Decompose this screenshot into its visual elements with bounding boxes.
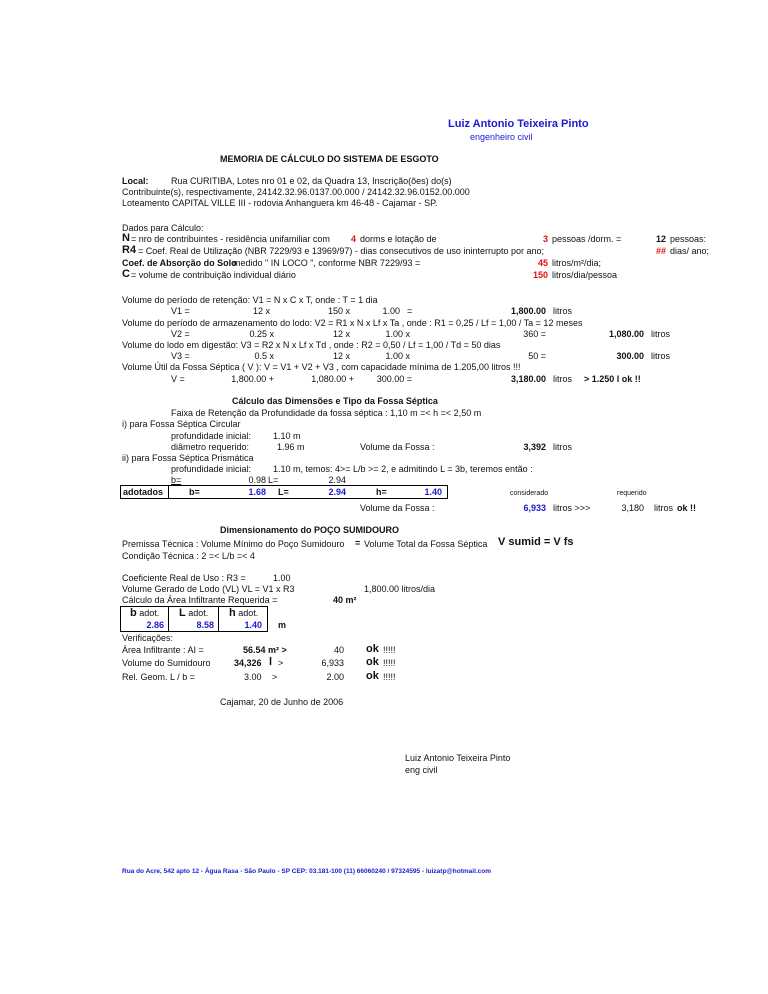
- fossa-circular-vol-unit: litros: [553, 442, 573, 452]
- v1-factor-c: 150 x: [327, 306, 350, 316]
- fossa-volume-value: 6,933: [523, 503, 546, 513]
- poco-b-header: b adot.: [130, 607, 160, 619]
- verif-area-value: 56.54 m² >: [243, 645, 287, 655]
- coef-absorcao-value: 45: [537, 258, 548, 268]
- considerado-label: considerado: [510, 490, 549, 497]
- poco-area-value: 40 m²: [333, 595, 357, 605]
- verif-area-ok: ok: [366, 643, 379, 655]
- v3-label: V3 =: [171, 351, 190, 361]
- poco-premissa: Premissa Técnica : Volume Mínimo do Poço Sumidouro: [122, 539, 345, 549]
- n-symbol: N: [122, 232, 130, 244]
- verif-geom-gt: >: [272, 672, 278, 682]
- v3-description: Volume do lodo em digestão: V3 = R2 x N x Lf x Td , onde : R2 = 0,50 / Lf = 1,00 / Td = 50 dias: [122, 340, 501, 350]
- fossa-l-value: 2.94: [328, 475, 346, 485]
- verif-area-exclaim: !!!!!: [383, 645, 396, 655]
- verif-area-label: Área Infiltrante : AI =: [122, 645, 204, 655]
- fossa-prismatica-prof-label: profundidade inicial:: [171, 464, 252, 474]
- dados-title: Dados para Cálculo:: [122, 223, 204, 233]
- vu-description: Volume Útil da Fossa Séptica ( V ): V = V1 + V2 + V3 , com capacidade mínima de 1.205,00 litros !!!: [122, 362, 521, 372]
- poco-premissa-equals: =: [355, 538, 361, 548]
- fossa-prismatica-title: ii) para Fossa Séptica Prismática: [122, 453, 254, 463]
- footer-address: Rua do Acre, 542 apto 12 - Água Rasa - São Paulo - SP CEP: 03.181-100 (11) 66060240 / 97324595 - luizatp@hotmail.com: [122, 868, 492, 875]
- n-pessoas-text: pessoas /dorm. =: [552, 234, 622, 244]
- fossa-volume-unit: litros >>>: [553, 503, 591, 513]
- poco-formula: V sumid = V fs: [498, 536, 574, 548]
- coef-absorcao-label: Coef. de Absorção do Solo: [122, 258, 237, 268]
- poco-h-value: 1.40: [244, 620, 262, 630]
- fossa-circular-diam-label: diâmetro requerido:: [171, 442, 250, 452]
- document-date: Cajamar, 20 de Junho de 2006: [220, 697, 344, 707]
- r4-unit: dias/ ano;: [670, 246, 710, 256]
- adotados-l-label: L=: [278, 487, 289, 497]
- author-name: Luiz Antonio Teixeira Pinto: [448, 118, 589, 130]
- fossa-volume-label: Volume da Fossa :: [360, 503, 435, 513]
- verif-geom-label: Rel. Geom. L / b =: [122, 672, 195, 682]
- r4-value: ##: [655, 246, 666, 256]
- local-label: Local:: [122, 176, 149, 186]
- fossa-volume-ok: ok !!: [677, 503, 696, 513]
- vu-term-v1: 1,800.00 +: [231, 374, 274, 384]
- fossa-faixa: Faixa de Retenção da Profundidade da fossa séptica : 1,10 m =< h =< 2,50 m: [171, 408, 482, 418]
- local-line-3: Loteamento CAPITAL VILLE III - rodovia Anhanguera km 46-48 - Cajamar - SP.: [122, 198, 438, 208]
- v3-result: 300.00: [616, 351, 644, 361]
- coef-absorcao-description: medido " IN LOCO ", conforme NBR 7229/93 =: [233, 258, 421, 268]
- v1-description: Volume do período de retenção: V1 = N x C x T, onde : T = 1 dia: [122, 295, 378, 305]
- v1-label: V1 =: [171, 306, 190, 316]
- adotados-b-value: 1.68: [248, 487, 266, 497]
- verif-geom-ok: ok: [366, 670, 379, 682]
- poco-b-value: 2.86: [146, 620, 164, 630]
- vu-check: > 1.250 l ok !!: [584, 374, 641, 384]
- v3-factor-td: 50 =: [528, 351, 546, 361]
- v1-result: 1,800.00: [510, 306, 546, 316]
- adotados-b-label: b=: [189, 487, 200, 497]
- poco-condicao: Condição Técnica : 2 =< L/b =< 4: [122, 551, 255, 561]
- fossa-circular-diam-value: 1.96 m: [277, 442, 305, 452]
- fossa-circular-prof-label: profundidade inicial:: [171, 431, 252, 441]
- fossa-prismatica-prof-value: 1.10 m, temos: 4>= L/b >= 2, e admitindo L = 3b, teremos então :: [273, 464, 533, 474]
- n-pessoas-value: 3: [542, 234, 548, 244]
- v2-unit: litros: [651, 329, 671, 339]
- verif-sumidouro-exclaim: !!!!!: [383, 658, 396, 668]
- vu-term-v2: 1,080.00 +: [311, 374, 354, 384]
- adotados-divider: [168, 486, 169, 498]
- v2-label: V2 =: [171, 329, 190, 339]
- signature-name: Luiz Antonio Teixeira Pinto: [405, 753, 511, 763]
- verif-sumidouro-ok: ok: [366, 656, 379, 668]
- fossa-volume-required-unit: litros: [654, 503, 674, 513]
- poco-section-title: Dimensionamento do POÇO SUMIDOURO: [220, 525, 400, 535]
- v2-factor-ta: 360 =: [523, 329, 546, 339]
- poco-coef-value: 1.00: [273, 573, 291, 583]
- document-title: MEMORIA DE CÁLCULO DO SISTEMA DE ESGOTO: [220, 154, 439, 164]
- v2-factor-r1: 0.25 x: [249, 329, 274, 339]
- v1-equals: =: [407, 306, 413, 316]
- v2-description: Volume do período de armazenamento do lodo: V2 = R1 x N x Lf x Ta , onde : R1 = 0,25 / Lf = 1,00 / Ta = 12 meses: [122, 318, 583, 328]
- coef-absorcao-unit: litros/m²/dia;: [552, 258, 602, 268]
- poco-h-header: h adot.: [229, 607, 259, 619]
- adotados-l-value: 2.94: [328, 487, 346, 497]
- v1-factor-n: 12 x: [252, 306, 270, 316]
- signature-role: eng civil: [405, 765, 438, 775]
- v2-factor-lf: 1.00 x: [385, 329, 410, 339]
- v1-unit: litros: [553, 306, 573, 316]
- v3-factor-r2: 0.5 x: [254, 351, 274, 361]
- v3-factor-lf: 1.00 x: [385, 351, 410, 361]
- poco-vl-value: 1,800.00 litros/dia: [364, 584, 436, 594]
- c-unit: litros/dia/pessoa: [552, 270, 618, 280]
- verif-sumidouro-value: 34,326: [234, 658, 262, 668]
- verif-geom-exclaim: !!!!!: [383, 672, 396, 682]
- n-dorms-text: dorms e lotação de: [360, 234, 437, 244]
- fossa-volume-required: 3,180: [621, 503, 644, 513]
- adotados-label: adotados: [123, 487, 164, 497]
- fossa-l-label: L=: [268, 475, 279, 485]
- verif-sumidouro-gt: >: [278, 658, 284, 668]
- poco-l-header: L adot.: [179, 607, 209, 619]
- verif-sumidouro-unit: l: [269, 656, 273, 668]
- n-dorms-value: 4: [350, 234, 356, 244]
- verif-sumidouro-label: Volume do Sumidouro: [122, 658, 211, 668]
- r4-symbol: R4: [122, 244, 137, 256]
- r4-description: = Coef. Real de Utilização (NBR 7229/93 e 13969/97) - dias consecutivos de uso ininterrupto por ano;: [138, 246, 544, 256]
- adotados-h-value: 1.40: [424, 487, 442, 497]
- poco-dims-divider-1: [168, 607, 169, 631]
- v3-factor-n: 12 x: [332, 351, 350, 361]
- c-description: = volume de contribuição individual diário: [131, 270, 296, 280]
- c-symbol: C: [122, 268, 130, 280]
- adotados-h-label: h=: [376, 487, 387, 497]
- v2-result: 1,080.00: [608, 329, 644, 339]
- fossa-circular-vol-value: 3,392: [523, 442, 546, 452]
- local-line-2: Contribuinte(s), respectivamente, 24142.32.96.0137.00.000 / 24142.32.96.0152.00.000: [122, 187, 470, 197]
- local-line-1: Rua CURITIBA, Lotes nro 01 e 02, da Quadra 13, Inscrição(ões) do(s): [171, 176, 452, 186]
- vu-label: V =: [171, 374, 185, 384]
- poco-l-value: 8.58: [196, 620, 214, 630]
- fossa-b-value: 0.98: [248, 475, 266, 485]
- fossa-section-title: Cálculo das Dimensões e Tipo da Fossa Séptica: [232, 396, 438, 406]
- c-value: 150: [532, 270, 548, 280]
- verif-sumidouro-required: 6,933: [321, 658, 344, 668]
- verif-geom-required: 2.00: [326, 672, 344, 682]
- fossa-circular-prof-value: 1.10 m: [273, 431, 301, 441]
- verif-geom-value: 3.00: [244, 672, 262, 682]
- vu-term-v3: 300.00 =: [376, 374, 412, 384]
- poco-coef-label: Coeficiente Real de Uso : R3 =: [122, 573, 246, 583]
- n-total-text: pessoas:: [670, 234, 707, 244]
- fossa-b-label: b=: [171, 475, 182, 485]
- n-description: = nro de contribuintes - residência unifamiliar com: [131, 234, 330, 244]
- vu-result: 3,180.00: [510, 374, 546, 384]
- poco-premissa-end: Volume Total da Fossa Séptica: [364, 539, 488, 549]
- poco-dims-divider-2: [218, 607, 219, 631]
- fossa-circular-title: i) para Fossa Séptica Circular: [122, 419, 241, 429]
- requerido-label: requerido: [617, 490, 647, 497]
- v3-unit: litros: [651, 351, 671, 361]
- v2-factor-n: 12 x: [332, 329, 350, 339]
- v1-factor-t: 1.00: [382, 306, 400, 316]
- vu-unit: litros: [553, 374, 573, 384]
- verif-area-required: 40: [333, 645, 344, 655]
- author-role: engenheiro civil: [470, 132, 533, 142]
- poco-area-label: Cálculo da Área Infiltrante Requerida =: [122, 595, 278, 605]
- n-total-value: 12: [655, 234, 666, 244]
- fossa-circular-vol-label: Volume da Fossa :: [360, 442, 435, 452]
- verificacoes-title: Verificações:: [122, 633, 174, 643]
- poco-vl-label: Volume Gerado de Lodo (VL) VL = V1 x R3: [122, 584, 295, 594]
- poco-dims-unit: m: [278, 620, 287, 630]
